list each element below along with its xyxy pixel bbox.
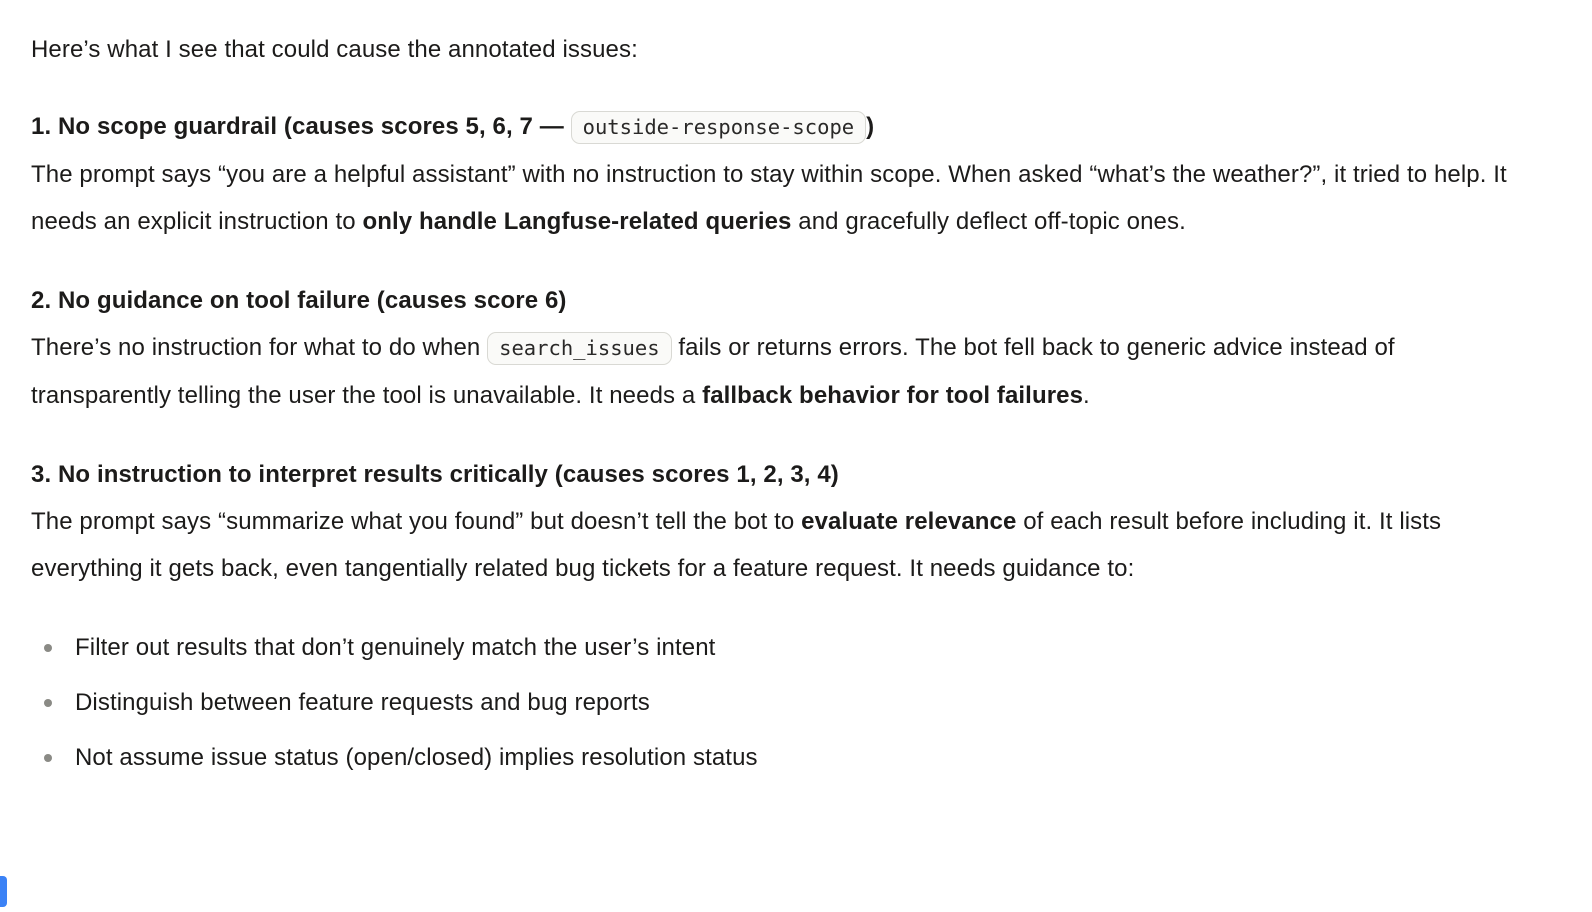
- bold-text: fallback behavior for tool failures: [702, 382, 1084, 409]
- list-item: [44, 679, 1536, 726]
- list-item: [44, 624, 1536, 671]
- guidance-list: [31, 624, 1536, 781]
- intro-paragraph: Here’s what I see that could cause the annotated issues:: [31, 36, 638, 63]
- text-segment: of each result before including it. It lists everything it gets back, even tangentially related bug tickets for a feature request. It needs guidance to:: [31, 508, 1442, 582]
- list-item-text: Distinguish between feature requests and bug reports: [75, 689, 650, 716]
- issue-3-body: [31, 498, 1536, 592]
- bold-text: 2. No guidance on tool failure (causes score 6): [31, 287, 567, 314]
- list-item: [44, 734, 1536, 781]
- issue-1-heading: [31, 103, 1536, 151]
- bold-text: 3. No instruction to interpret results critically (causes scores 1, 2, 3, 4): [31, 461, 839, 488]
- text-segment: The prompt says “you are a helpful assistant” with no instruction to stay within scope. When asked “what’s the weather?”, it tried to help. It needs an explicit instruction to: [31, 161, 1507, 235]
- bullet-icon: [44, 644, 52, 652]
- text-segment: and gracefully deflect off-topic ones.: [791, 208, 1186, 235]
- bullet-icon: [44, 754, 52, 762]
- inline-code: search_issues: [487, 332, 671, 365]
- bold-text: evaluate relevance: [801, 508, 1017, 535]
- issue-3-heading: [31, 451, 1536, 498]
- text-segment: The prompt says “summarize what you found” but doesn’t tell the bot to: [31, 508, 802, 535]
- list-item-text: Filter out results that don’t genuinely match the user’s intent: [75, 634, 716, 661]
- issue-2-heading: [31, 277, 1536, 324]
- text-segment: There’s no instruction for what to do when: [31, 334, 488, 361]
- scroll-position-indicator: [0, 876, 7, 907]
- bold-text: ): [866, 113, 875, 140]
- inline-code: outside-response-scope: [571, 111, 867, 144]
- issue-1-body: [31, 151, 1536, 245]
- text-segment: .: [1083, 382, 1090, 409]
- bullet-icon: [44, 699, 52, 707]
- issue-2-body: [31, 324, 1536, 419]
- list-item-text: Not assume issue status (open/closed) implies resolution status: [75, 744, 758, 771]
- bold-text: only handle Langfuse-related queries: [362, 208, 792, 235]
- text-segment: fails or returns errors. The bot fell back to generic advice instead of transparently telling the user the tool is unavailable. It needs a: [31, 334, 1395, 409]
- bold-text: 1. No scope guardrail (causes scores 5, 6, 7 —: [31, 113, 571, 140]
